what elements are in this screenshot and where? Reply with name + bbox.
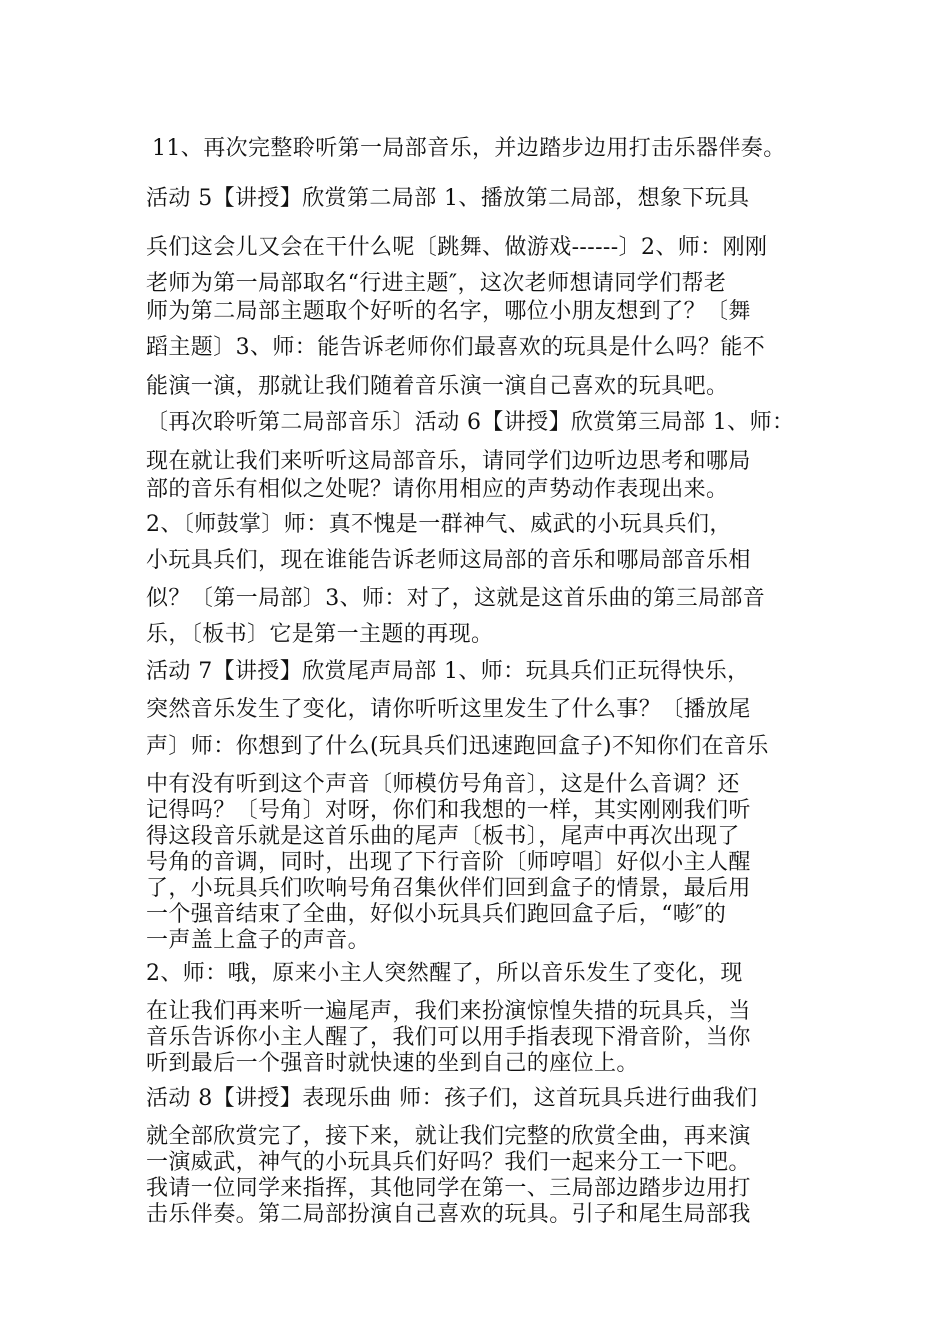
text-line: 一声盖上盒子的声音。 xyxy=(146,928,371,953)
text-line: 活动 5【讲授】欣赏第二局部 1、播放第二局部，想象下玩具 xyxy=(146,186,750,211)
text-line: 能演一演，那就让我们随着音乐演一演自己喜欢的玩具吧。 xyxy=(146,374,729,399)
text-line: 2、师：哦，原来小主人突然醒了，所以音乐发生了变化，现 xyxy=(146,961,743,986)
text-line: 在让我们再来听一遍尾声，我们来扮演惊惶失措的玩具兵，当 xyxy=(146,999,751,1024)
text-line: 老师为第一局部取名“行进主题″，这次老师想请同学们帮老 xyxy=(146,271,727,296)
text-line: 就全部欣赏完了，接下来，就让我们完整的欣赏全曲，再来演 xyxy=(146,1124,751,1149)
text-line: 号角的音调，同时，出现了下行音阶〔师哼唱〕好似小主人醒 xyxy=(146,850,751,875)
text-line: 声〕师：你想到了什么(玩具兵们迅速跑回盒子)不知你们在音乐 xyxy=(146,734,769,759)
text-line: 2、〔师鼓掌〕师：真不愧是一群神气、威武的小玩具兵们， xyxy=(146,512,732,537)
text-line: 听到最后一个强音时就快速的坐到自己的座位上。 xyxy=(146,1051,639,1076)
text-line: 11、再次完整聆听第一局部音乐，并边踏步边用打击乐器伴奏。 xyxy=(152,136,786,161)
text-line: 兵们这会儿又会在干什么呢〔跳舞、做游戏------〕2、师：刚刚 xyxy=(146,235,768,260)
text-line: 活动 7【讲授】欣赏尾声局部 1、师：玩具兵们正玩得快乐， xyxy=(146,659,750,684)
text-line: 小玩具兵们，现在谁能告诉老师这局部的音乐和哪局部音乐相 xyxy=(146,548,751,573)
text-line: 〔再次聆听第二局部音乐〕活动 6【讲授】欣赏第三局部 1、师： xyxy=(146,410,795,435)
text-line: 击乐伴奏。第二局部扮演自己喜欢的玩具。引子和尾生局部我 xyxy=(146,1202,751,1227)
text-line: 现在就让我们来听听这局部音乐，请同学们边听边思考和哪局 xyxy=(146,449,751,474)
text-line: 活动 8【讲授】表现乐曲 师：孩子们，这首玩具兵进行曲我们 xyxy=(146,1086,758,1111)
text-line: 乐，〔板书〕它是第一主题的再现。 xyxy=(146,622,494,647)
text-line: 突然音乐发生了变化，请你听听这里发生了什么事？〔播放尾 xyxy=(146,697,751,722)
text-line: 师为第二局部主题取个好听的名字，哪位小朋友想到了？〔舞 xyxy=(146,299,751,324)
text-line: 得这段音乐就是这首乐曲的尾声〔板书〕，尾声中再次出现了 xyxy=(146,824,740,849)
text-line: 中有没有听到这个声音〔师模仿号角音〕，这是什么音调？还 xyxy=(146,772,740,797)
text-line: 蹈主题〕3、师：能告诉老师你们最喜欢的玩具是什么吗？能不 xyxy=(146,335,766,360)
text-line: 一个强音结束了全曲，好似小玩具兵们跑回盒子后，“嘭″的 xyxy=(146,902,727,927)
text-line: 部的音乐有相似之处呢？请你用相应的声势动作表现出来。 xyxy=(146,477,729,502)
text-line: 记得吗？〔号角〕对呀，你们和我想的一样，其实刚刚我们听 xyxy=(146,798,751,823)
text-line: 音乐告诉你小主人醒了，我们可以用手指表现下滑音阶，当你 xyxy=(146,1025,751,1050)
text-line: 似？〔第一局部〕3、师：对了，这就是这首乐曲的第三局部音 xyxy=(146,586,766,611)
text-line: 一演威武，神气的小玩具兵们好吗？我们一起来分工一下吧。 xyxy=(146,1150,751,1175)
text-line: 我请一位同学来指挥，其他同学在第一、三局部边踏步边用打 xyxy=(146,1176,751,1201)
text-line: 了，小玩具兵们吹响号角召集伙伴们回到盒子的情景，最后用 xyxy=(146,876,751,901)
